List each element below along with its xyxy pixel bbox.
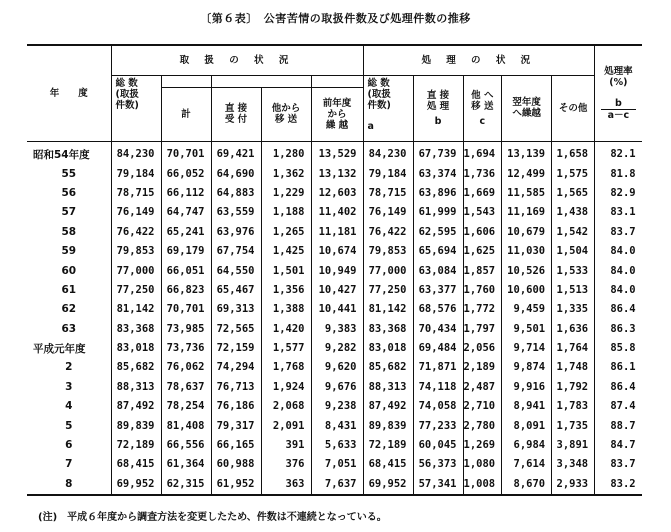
value-cell: 64,883 xyxy=(211,183,261,202)
value-cell: 9,874 xyxy=(502,358,552,377)
soukensu-t-label: 総 数 (取扱 件数) xyxy=(115,77,139,111)
value-cell: 1,425 xyxy=(261,241,311,260)
sonota-header: その他 xyxy=(552,75,595,141)
takara-header: 他から 移 送 xyxy=(261,87,311,141)
year-cell: 57 xyxy=(61,206,77,219)
value-cell: 72,189 xyxy=(111,435,161,454)
value-cell: 86.1 xyxy=(595,358,642,377)
value-cell: 1,008 xyxy=(463,474,502,494)
value-cell: 63,559 xyxy=(211,203,261,222)
value-cell: 79,853 xyxy=(363,241,413,260)
value-cell: 12,499 xyxy=(502,164,552,183)
value-cell: 68,576 xyxy=(413,300,463,319)
complaints-table xyxy=(27,44,642,496)
value-cell: 64,747 xyxy=(161,203,211,222)
value-cell: 86.3 xyxy=(595,319,642,338)
value-cell: 1,388 xyxy=(261,300,311,319)
value-cell: 87.4 xyxy=(595,397,642,416)
year-cell: 56 xyxy=(61,186,77,199)
value-cell: 61,952 xyxy=(211,474,261,494)
value-cell: 69,179 xyxy=(161,241,211,260)
value-cell: 9,238 xyxy=(311,397,363,416)
value-cell: 82.9 xyxy=(595,183,642,202)
year-cell: 59 xyxy=(61,245,77,258)
value-cell: 69,313 xyxy=(211,300,261,319)
year-cell: 2 xyxy=(65,361,73,374)
value-cell: 76,422 xyxy=(363,222,413,241)
value-cell: 62,315 xyxy=(161,474,211,494)
table-row xyxy=(27,203,642,222)
value-cell: 69,484 xyxy=(413,338,463,357)
value-cell: 1,772 xyxy=(463,300,502,319)
value-cell: 84.7 xyxy=(595,435,642,454)
value-cell: 1,792 xyxy=(552,377,595,396)
value-cell: 13,132 xyxy=(311,164,363,183)
kei-header: 計 xyxy=(161,87,211,141)
year-cell: 昭和54年度 xyxy=(33,148,90,161)
value-cell: 86.4 xyxy=(595,300,642,319)
value-cell: 69,952 xyxy=(111,474,161,494)
shoriritsu-b: b xyxy=(601,98,636,110)
value-cell: 78,715 xyxy=(111,183,161,202)
value-cell: 3,348 xyxy=(552,455,595,474)
value-cell: 1,625 xyxy=(463,241,502,260)
value-cell: 1,501 xyxy=(261,261,311,280)
value-cell: 70,701 xyxy=(161,300,211,319)
value-cell: 1,636 xyxy=(552,319,595,338)
value-cell: 61,364 xyxy=(161,455,211,474)
value-cell: 1,543 xyxy=(463,203,502,222)
value-cell: 1,669 xyxy=(463,183,502,202)
value-cell: 84.0 xyxy=(595,261,642,280)
value-cell: 64,690 xyxy=(211,164,261,183)
value-cell: 1,797 xyxy=(463,319,502,338)
value-cell: 78,637 xyxy=(161,377,211,396)
table-row xyxy=(27,397,642,416)
value-cell: 1,229 xyxy=(261,183,311,202)
value-cell: 12,603 xyxy=(311,183,363,202)
table-row xyxy=(27,241,642,260)
value-cell: 1,504 xyxy=(552,241,595,260)
year-cell: 4 xyxy=(65,400,73,413)
value-cell: 76,149 xyxy=(363,203,413,222)
value-cell: 1,188 xyxy=(261,203,311,222)
value-cell: 66,052 xyxy=(161,164,211,183)
table-row xyxy=(27,164,642,183)
value-cell: 83.7 xyxy=(595,222,642,241)
value-cell: 376 xyxy=(261,455,311,474)
value-cell: 2,056 xyxy=(463,338,502,357)
letter-b: b xyxy=(434,115,442,127)
value-cell: 8,091 xyxy=(502,416,552,435)
chokusetsu-header: 直 接 受 付 xyxy=(211,87,261,141)
value-cell: 78,715 xyxy=(363,183,413,202)
value-cell: 63,084 xyxy=(413,261,463,280)
value-cell: 1,760 xyxy=(463,280,502,299)
value-cell: 72,189 xyxy=(363,435,413,454)
value-cell: 9,383 xyxy=(311,319,363,338)
letter-a: a xyxy=(367,120,374,132)
value-cell: 78,254 xyxy=(161,397,211,416)
shoriritsu-label: 処理率 (%) xyxy=(604,65,633,88)
value-cell: 79,317 xyxy=(211,416,261,435)
value-cell: 76,422 xyxy=(111,222,161,241)
table-row xyxy=(27,338,642,357)
value-cell: 7,614 xyxy=(502,455,552,474)
value-cell: 66,556 xyxy=(161,435,211,454)
value-cell: 11,181 xyxy=(311,222,363,241)
value-cell: 65,241 xyxy=(161,222,211,241)
year-header: 年 度 xyxy=(27,45,111,141)
value-cell: 82.1 xyxy=(595,141,642,164)
value-cell: 2,780 xyxy=(463,416,502,435)
value-cell: 69,952 xyxy=(363,474,413,494)
taho-label: 他 へ 移 送 xyxy=(471,89,494,112)
shoriritsu-ac: a－c xyxy=(607,109,630,121)
value-cell: 11,169 xyxy=(502,203,552,222)
value-cell: 10,679 xyxy=(502,222,552,241)
value-cell: 60,045 xyxy=(413,435,463,454)
value-cell: 72,159 xyxy=(211,338,261,357)
value-cell: 77,000 xyxy=(111,261,161,280)
value-cell: 1,533 xyxy=(552,261,595,280)
value-cell: 63,377 xyxy=(413,280,463,299)
value-cell: 11,585 xyxy=(502,183,552,202)
value-cell: 1,658 xyxy=(552,141,595,164)
value-cell: 1,080 xyxy=(463,455,502,474)
value-cell: 66,051 xyxy=(161,261,211,280)
value-cell: 65,694 xyxy=(413,241,463,260)
value-cell: 56,373 xyxy=(413,455,463,474)
table-row xyxy=(27,280,642,299)
value-cell: 83,018 xyxy=(363,338,413,357)
value-cell: 1,362 xyxy=(261,164,311,183)
value-cell: 391 xyxy=(261,435,311,454)
value-cell: 8,670 xyxy=(502,474,552,494)
value-cell: 87,492 xyxy=(111,397,161,416)
shori-header: 処 理 の 状 況 xyxy=(363,45,595,75)
value-cell: 71,871 xyxy=(413,358,463,377)
value-cell: 66,112 xyxy=(161,183,211,202)
value-cell: 77,250 xyxy=(363,280,413,299)
value-cell: 63,976 xyxy=(211,222,261,241)
table-title: 〔第６表〕 公害苦情の取扱件数及び処理件数の推移 xyxy=(200,12,471,25)
table-row xyxy=(27,300,642,319)
value-cell: 63,896 xyxy=(413,183,463,202)
value-cell: 1,265 xyxy=(261,222,311,241)
year-cell: 63 xyxy=(61,322,77,335)
value-cell: 1,280 xyxy=(261,141,311,164)
year-cell: 62 xyxy=(61,303,77,316)
value-cell: 83,368 xyxy=(111,319,161,338)
value-cell: 5,633 xyxy=(311,435,363,454)
value-cell: 72,565 xyxy=(211,319,261,338)
value-cell: 1,269 xyxy=(463,435,502,454)
value-cell: 88,313 xyxy=(363,377,413,396)
value-cell: 63,374 xyxy=(413,164,463,183)
table-row xyxy=(27,377,642,396)
value-cell: 61,999 xyxy=(413,203,463,222)
value-cell: 84,230 xyxy=(111,141,161,164)
value-cell: 10,600 xyxy=(502,280,552,299)
value-cell: 64,550 xyxy=(211,261,261,280)
table-row xyxy=(27,435,642,454)
value-cell: 2,068 xyxy=(261,397,311,416)
table-row xyxy=(27,416,642,435)
value-cell: 67,739 xyxy=(413,141,463,164)
value-cell: 1,857 xyxy=(463,261,502,280)
value-cell: 7,051 xyxy=(311,455,363,474)
value-cell: 6,984 xyxy=(502,435,552,454)
value-cell: 7,637 xyxy=(311,474,363,494)
toriatsukai-header: 取 扱 の 状 況 xyxy=(111,45,363,75)
value-cell: 84.0 xyxy=(595,241,642,260)
year-cell: 55 xyxy=(61,167,77,180)
value-cell: 1,335 xyxy=(552,300,595,319)
value-cell: 86.4 xyxy=(595,377,642,396)
value-cell: 79,184 xyxy=(111,164,161,183)
value-cell: 88,313 xyxy=(111,377,161,396)
value-cell: 1,606 xyxy=(463,222,502,241)
value-cell: 79,184 xyxy=(363,164,413,183)
taho-header xyxy=(463,75,502,141)
value-cell: 9,620 xyxy=(311,358,363,377)
footnote: (注) 平成６年度から調査方法を変更したため、件数は不連続となっている。 xyxy=(38,512,387,523)
value-cell: 2,487 xyxy=(463,377,502,396)
soukensu-s-label: 総 数 (取扱 件数) xyxy=(367,77,391,111)
value-cell: 85,682 xyxy=(111,358,161,377)
value-cell: 60,988 xyxy=(211,455,261,474)
value-cell: 84,230 xyxy=(363,141,413,164)
value-cell: 65,467 xyxy=(211,280,261,299)
value-cell: 69,421 xyxy=(211,141,261,164)
table-row xyxy=(27,319,642,338)
value-cell: 1,783 xyxy=(552,397,595,416)
value-cell: 76,186 xyxy=(211,397,261,416)
value-cell: 83.1 xyxy=(595,203,642,222)
value-cell: 89,839 xyxy=(111,416,161,435)
value-cell: 83,368 xyxy=(363,319,413,338)
chokusetsu-shori-label: 直 接 処 理 xyxy=(426,89,450,112)
value-cell: 68,415 xyxy=(363,455,413,474)
value-cell: 1,694 xyxy=(463,141,502,164)
value-cell: 1,356 xyxy=(261,280,311,299)
value-cell: 2,933 xyxy=(552,474,595,494)
year-cell: 8 xyxy=(65,477,73,490)
table-row xyxy=(27,358,642,377)
year-cell: 6 xyxy=(65,439,73,452)
table-row xyxy=(27,183,642,202)
value-cell: 1,420 xyxy=(261,319,311,338)
value-cell: 11,402 xyxy=(311,203,363,222)
value-cell: 2,091 xyxy=(261,416,311,435)
yokunendo-header: 翌年度 へ繰越 xyxy=(502,75,552,141)
value-cell: 1,577 xyxy=(261,338,311,357)
value-cell: 70,701 xyxy=(161,141,211,164)
value-cell: 11,030 xyxy=(502,241,552,260)
value-cell: 2,189 xyxy=(463,358,502,377)
value-cell: 81,142 xyxy=(363,300,413,319)
value-cell: 76,713 xyxy=(211,377,261,396)
value-cell: 10,441 xyxy=(311,300,363,319)
value-cell: 85.8 xyxy=(595,338,642,357)
value-cell: 363 xyxy=(261,474,311,494)
year-cell: 3 xyxy=(65,380,73,393)
value-cell: 84.0 xyxy=(595,280,642,299)
value-cell: 1,542 xyxy=(552,222,595,241)
value-cell: 79,853 xyxy=(111,241,161,260)
value-cell: 2,710 xyxy=(463,397,502,416)
value-cell: 83.2 xyxy=(595,474,642,494)
value-cell: 9,916 xyxy=(502,377,552,396)
shoriritsu-header xyxy=(595,45,642,141)
value-cell: 57,341 xyxy=(413,474,463,494)
value-cell: 1,924 xyxy=(261,377,311,396)
value-cell: 10,674 xyxy=(311,241,363,260)
year-cell: 平成元年度 xyxy=(33,342,86,355)
value-cell: 87,492 xyxy=(363,397,413,416)
value-cell: 8,941 xyxy=(502,397,552,416)
value-cell: 8,431 xyxy=(311,416,363,435)
value-cell: 74,294 xyxy=(211,358,261,377)
year-cell: 58 xyxy=(61,225,77,238)
value-cell: 89,839 xyxy=(363,416,413,435)
value-cell: 74,118 xyxy=(413,377,463,396)
value-cell: 73,985 xyxy=(161,319,211,338)
table-row xyxy=(27,261,642,280)
table-row xyxy=(27,455,642,474)
value-cell: 1,513 xyxy=(552,280,595,299)
value-cell: 77,250 xyxy=(111,280,161,299)
value-cell: 1,764 xyxy=(552,338,595,357)
value-cell: 83,018 xyxy=(111,338,161,357)
table-row xyxy=(27,222,642,241)
value-cell: 88.7 xyxy=(595,416,642,435)
value-cell: 1,565 xyxy=(552,183,595,202)
value-cell: 1,768 xyxy=(261,358,311,377)
value-cell: 1,736 xyxy=(463,164,502,183)
soukensu-t-header xyxy=(111,75,161,141)
value-cell: 67,754 xyxy=(211,241,261,260)
value-cell: 1,438 xyxy=(552,203,595,222)
chokusetsu-shori-header xyxy=(413,75,463,141)
value-cell: 83.7 xyxy=(595,455,642,474)
value-cell: 73,736 xyxy=(161,338,211,357)
value-cell: 9,676 xyxy=(311,377,363,396)
year-cell: 7 xyxy=(65,458,73,471)
value-cell: 77,233 xyxy=(413,416,463,435)
value-cell: 9,714 xyxy=(502,338,552,357)
value-cell: 3,891 xyxy=(552,435,595,454)
soukensu-s-header xyxy=(363,75,413,141)
value-cell: 1,735 xyxy=(552,416,595,435)
value-cell: 1,575 xyxy=(552,164,595,183)
table-row xyxy=(27,141,642,164)
value-cell: 70,434 xyxy=(413,319,463,338)
value-cell: 62,595 xyxy=(413,222,463,241)
value-cell: 77,000 xyxy=(363,261,413,280)
value-cell: 66,823 xyxy=(161,280,211,299)
value-cell: 9,459 xyxy=(502,300,552,319)
letter-c: c xyxy=(479,115,486,127)
value-cell: 76,149 xyxy=(111,203,161,222)
value-cell: 74,058 xyxy=(413,397,463,416)
value-cell: 81.8 xyxy=(595,164,642,183)
value-cell: 10,949 xyxy=(311,261,363,280)
zennendo-header: 前年度 から 繰 越 xyxy=(311,87,363,141)
value-cell: 1,748 xyxy=(552,358,595,377)
table-body xyxy=(27,141,642,495)
value-cell: 13,139 xyxy=(502,141,552,164)
value-cell: 85,682 xyxy=(363,358,413,377)
value-cell: 13,529 xyxy=(311,141,363,164)
value-cell: 66,165 xyxy=(211,435,261,454)
value-cell: 76,062 xyxy=(161,358,211,377)
value-cell: 9,282 xyxy=(311,338,363,357)
year-cell: 61 xyxy=(61,283,77,296)
table-row xyxy=(27,474,642,494)
value-cell: 81,142 xyxy=(111,300,161,319)
year-cell: 5 xyxy=(65,419,73,432)
year-cell: 60 xyxy=(61,264,77,277)
value-cell: 9,501 xyxy=(502,319,552,338)
value-cell: 10,526 xyxy=(502,261,552,280)
value-cell: 81,408 xyxy=(161,416,211,435)
value-cell: 68,415 xyxy=(111,455,161,474)
value-cell: 10,427 xyxy=(311,280,363,299)
